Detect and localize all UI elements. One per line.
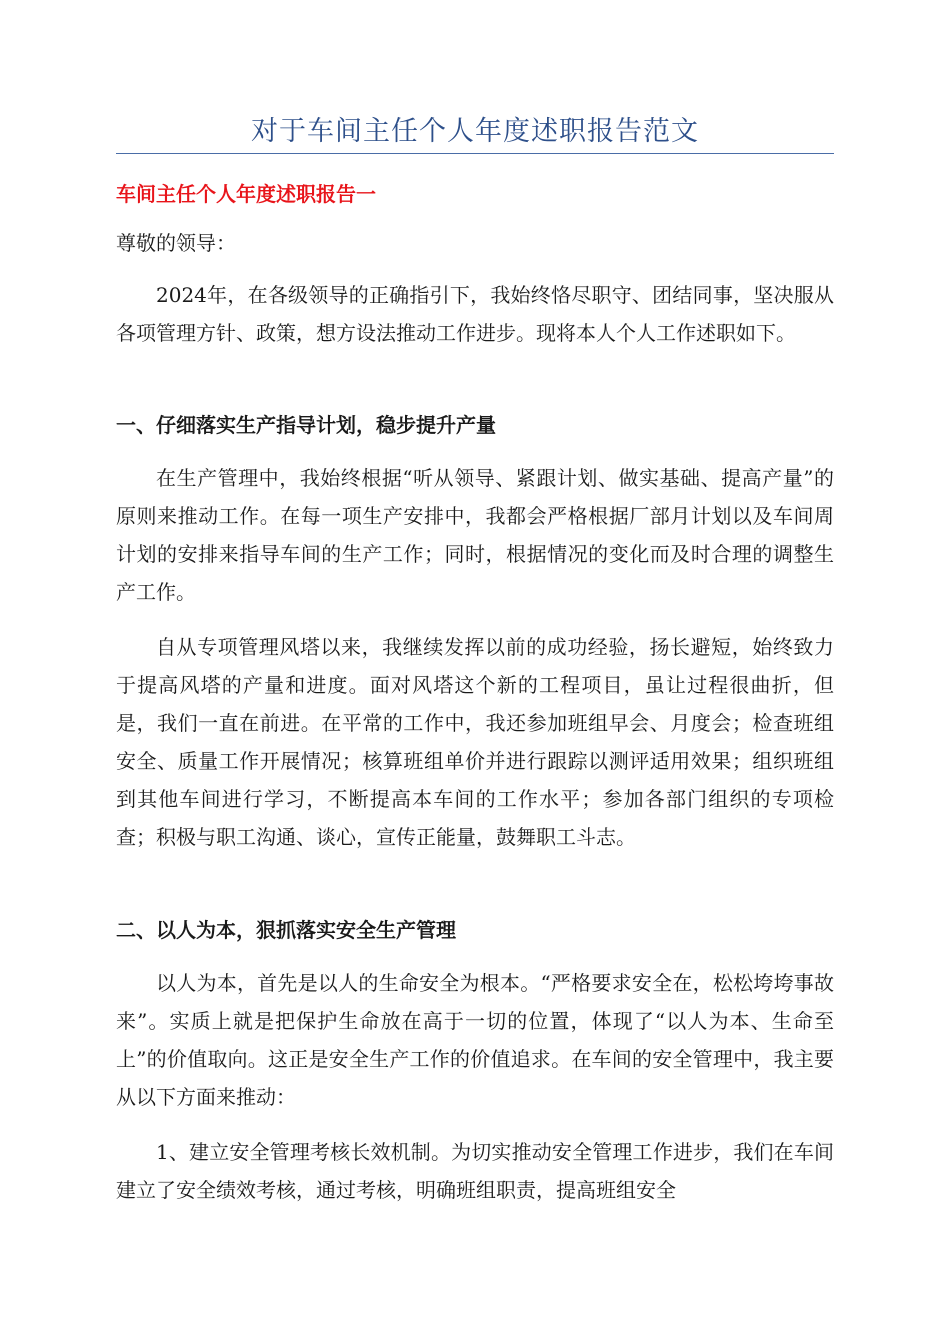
section-heading-1: 一、仔细落实生产指导计划，稳步提升产量 (116, 413, 496, 437)
document-title: 对于车间主任个人年度述职报告范文 (251, 116, 699, 147)
intro-paragraph: 2024年，在各级领导的正确指引下，我始终恪尽职守、团结同事，坚决服从各项管理方针、政策，想方设法推动工作进步。现将本人个人工作述职如下。 (116, 283, 834, 345)
section2-paragraph-1: 以人为本，首先是以人的生命安全为根本。“严格要求安全在，松松垮垮事故来”。实质上就是把保护生命放在高于一切的位置，体现了“以人为本、生命至上”的价值取向。这正是安全生产工作的价值追求。在车间的安全管理中，我主要从以下方面来推动： (116, 971, 834, 1109)
salutation: 尊敬的领导： (116, 231, 236, 255)
section-heading-2: 二、以人为本，狠抓落实安全生产管理 (116, 918, 456, 942)
report-subtitle: 车间主任个人年度述职报告一 (116, 182, 376, 206)
section2-paragraph-2: 1、建立安全管理考核长效机制。为切实推动安全管理工作进步，我们在车间建立了安全绩效考核，通过考核，明确班组职责，提高班组安全 (116, 1140, 834, 1202)
section1-paragraph-1: 在生产管理中，我始终根据“听从领导、紧跟计划、做实基础、提高产量”的原则来推动工作。在每一项生产安排中，我都会严格根据厂部月计划以及车间周计划的安排来指导车间的生产工作；同时，根据情况的变化而及时合理的调整生产工作。 (116, 466, 834, 604)
section1-paragraph-2: 自从专项管理风塔以来，我继续发挥以前的成功经验，扬长避短，始终致力于提高风塔的产量和进度。面对风塔这个新的工程项目，虽让过程很曲折，但是，我们一直在前进。在平常的工作中，我还参加班组早会、月度会；检查班组安全、质量工作开展情况；核算班组单价并进行跟踪以测评适用效果；组织班组到其他车间进行学习，不断提高本车间的工作水平；参加各部门组织的专项检查；积极与职工沟通、谈心，宣传正能量，鼓舞职工斗志。 (116, 635, 834, 849)
title-underline (116, 153, 834, 154)
